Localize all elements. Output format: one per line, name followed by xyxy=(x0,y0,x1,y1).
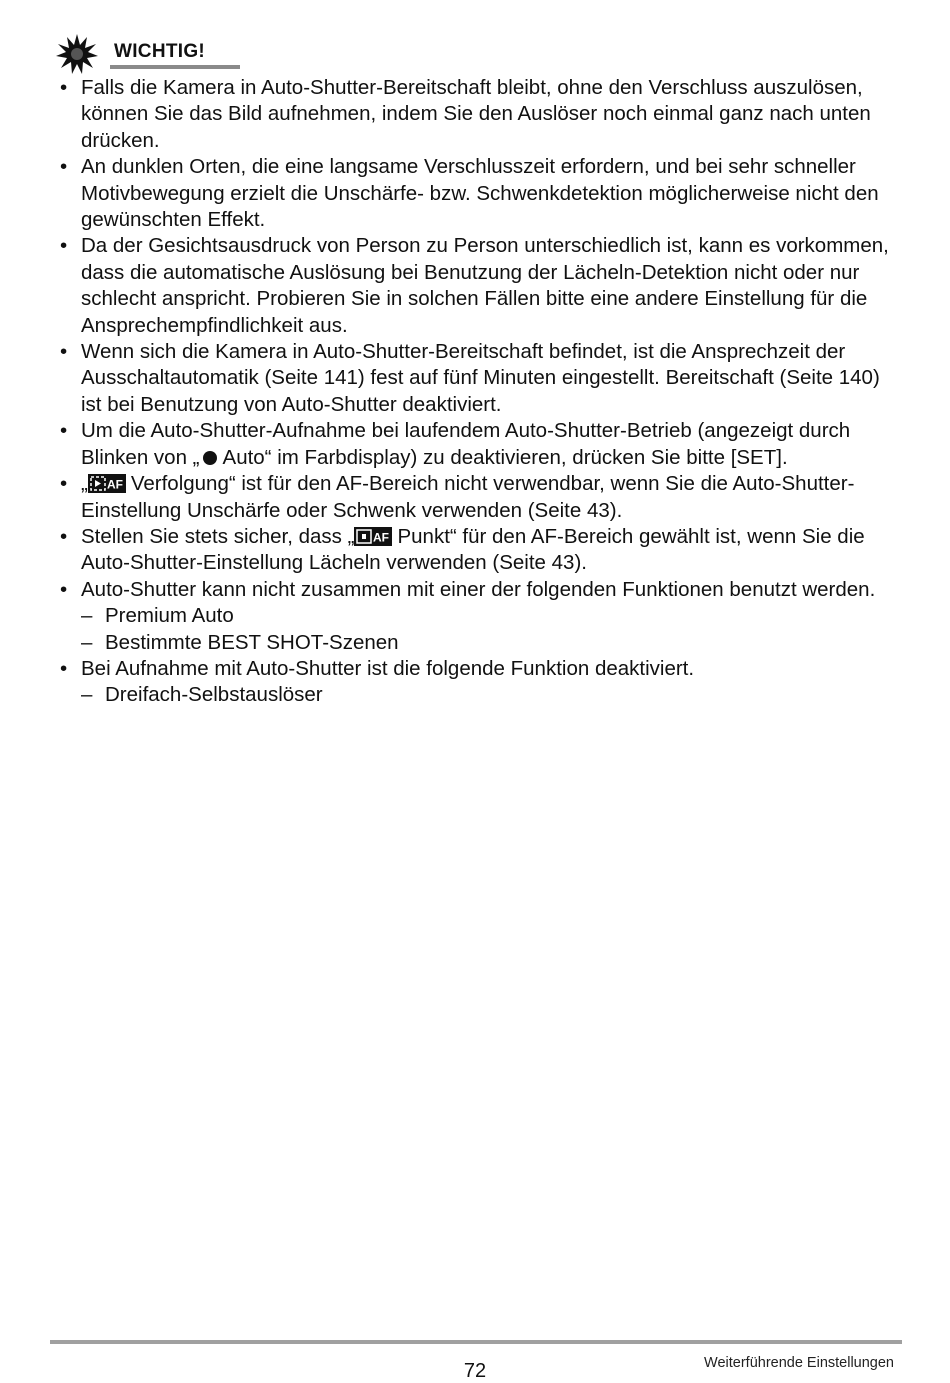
bullet-text-after: Punkt“ für den AF-Bereich gewählt ist, wenn Sie die Auto-Shutter-Einstellung Lächeln verwenden (Seite 43). xyxy=(81,524,865,575)
bullet-text: Auto-Shutter kann nicht zusammen mit einer der folgenden Funktionen benutzt werden. xyxy=(81,577,876,601)
list-item xyxy=(58,524,898,577)
bullet-text: Bei Aufnahme mit Auto-Shutter ist die folgende Funktion deaktiviert. xyxy=(81,656,695,680)
important-notes xyxy=(58,75,898,709)
list-item xyxy=(58,418,898,471)
important-header xyxy=(56,34,205,74)
sub-list xyxy=(81,603,898,656)
bullet-text-after: Verfolgung“ ist für den AF-Bereich nicht verwendbar, wenn Sie die Auto-Shutter-Einstellung Unschärfe oder Schwenk verwenden (Seite 43). xyxy=(81,472,855,522)
section-name: Weiterführende Einstellungen xyxy=(704,1355,894,1371)
svg-text:AF: AF xyxy=(106,477,123,492)
sub-list-item: – Bestimmte BEST SHOT-Szenen xyxy=(81,630,898,656)
sub-list-item: – Dreifach-Selbstauslöser xyxy=(81,682,898,708)
sub-list xyxy=(81,682,898,708)
af-tracking-icon xyxy=(88,474,126,493)
bullet-text-after: Auto“ im Farbdisplay) zu deaktivieren, drücken Sie bitte [SET]. xyxy=(222,445,788,469)
bullet-text: Falls die Kamera in Auto-Shutter-Bereitschaft bleibt, ohne den Verschluss auszulösen, können Sie das Bild aufnehmen, indem Sie den Auslöser noch einmal ganz nach unten drücken. xyxy=(81,76,871,152)
header-title-wrap xyxy=(114,34,205,74)
dot-icon xyxy=(203,451,217,465)
bullet-text-before: Um die Auto-Shutter-Aufnahme bei laufendem Auto-Shutter-Betrieb (angezeigt durch Blinken von „ xyxy=(81,419,851,469)
list-item xyxy=(58,75,898,154)
bullet-list xyxy=(58,75,898,709)
af-spot-icon xyxy=(354,527,392,546)
list-item xyxy=(58,339,898,418)
bullet-text: Wenn sich die Kamera in Auto-Shutter-Bereitschaft befindet, ist die Ansprechzeit der Ausschaltautomatik (Seite 141) fest auf fünf Minuten eingestellt. Bereitschaft (Seite 140) ist bei Benutzung von Auto-Shutter deaktiviert. xyxy=(81,340,880,416)
list-item xyxy=(58,154,898,233)
sub-list-item: – Premium Auto xyxy=(81,603,898,629)
footer-rule xyxy=(50,1340,902,1344)
list-item xyxy=(58,233,898,339)
list-item xyxy=(58,471,898,524)
bullet-text-before: „ xyxy=(81,472,88,496)
list-item xyxy=(58,577,898,656)
header-title: WICHTIG! xyxy=(114,41,206,62)
burst-icon xyxy=(56,34,98,74)
bullet-text: An dunklen Orten, die eine langsame Verschlusszeit erfordern, und bei sehr schneller Motivbewegung erzielt die Unschärfe- bzw. Schwenkdetektion möglicherweise nicht den gewünschten Effekt. xyxy=(81,155,879,232)
bullet-text-before: Stellen Sie stets sicher, dass „ xyxy=(81,524,355,548)
list-item xyxy=(58,656,898,709)
svg-text:AF: AF xyxy=(373,530,390,545)
bullet-text: Da der Gesichtsausdruck von Person zu Person unterschiedlich ist, kann es vorkommen, dass die automatische Auslösung bei Benutzung der Lächeln-Detektion nicht oder nur schlecht anspricht. Probieren Sie in solchen Fällen bitte eine andere Einstellung für die Ansprechempfindlichkeit aus. xyxy=(81,234,889,337)
page-number: 72 xyxy=(463,1360,487,1382)
header-underline xyxy=(110,65,240,69)
